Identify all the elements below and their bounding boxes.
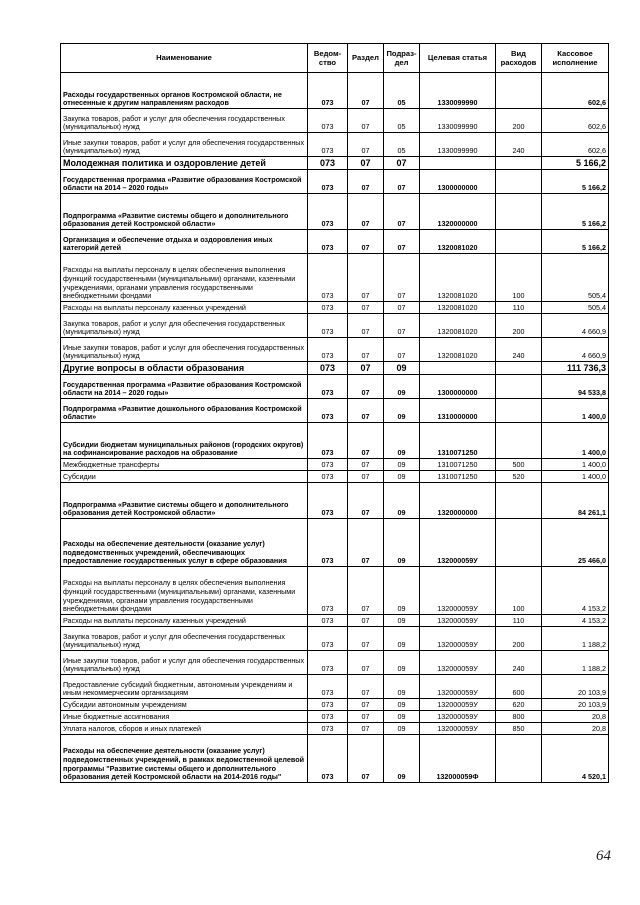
row-podrazdel: 09 xyxy=(384,375,420,399)
row-razdel: 07 xyxy=(348,423,384,459)
row-cash-execution: 4 520,1 xyxy=(542,735,609,783)
header-expense-type: Вид расходов xyxy=(496,44,542,73)
row-cash-execution: 111 736,3 xyxy=(542,362,609,375)
row-name: Субсидии xyxy=(61,471,308,483)
row-vedomstvo: 073 xyxy=(308,471,348,483)
table-row xyxy=(61,627,609,651)
row-razdel: 07 xyxy=(348,338,384,362)
row-cash-execution: 20,8 xyxy=(542,711,609,723)
row-expense-type: 240 xyxy=(496,133,542,157)
table-row xyxy=(61,711,609,723)
table-row xyxy=(61,519,609,567)
row-cash-execution: 20 103,9 xyxy=(542,699,609,711)
row-name: Расходы на обеспечение деятельности (оказание услуг) подведомственных учреждений, в рамках ведомственной целевой программы "Развитие системы общего и дополнительного образования детей Костромской области на 2014-2016 годы" xyxy=(61,735,308,783)
row-vedomstvo: 073 xyxy=(308,423,348,459)
row-name: Расходы на выплаты персоналу казенных учреждений xyxy=(61,302,308,314)
row-cash-execution: 1 400,0 xyxy=(542,399,609,423)
row-name: Закупка товаров, работ и услуг для обеспечения государственных (муниципальных) нужд xyxy=(61,627,308,651)
row-cash-execution: 20 103,9 xyxy=(542,675,609,699)
row-razdel: 07 xyxy=(348,651,384,675)
row-vedomstvo: 073 xyxy=(308,615,348,627)
table-row xyxy=(61,109,609,133)
row-name: Подпрограмма «Развитие системы общего и дополнительного образования детей Костромской области» xyxy=(61,483,308,519)
table-row xyxy=(61,423,609,459)
row-podrazdel: 09 xyxy=(384,651,420,675)
row-razdel: 07 xyxy=(348,109,384,133)
row-podrazdel: 09 xyxy=(384,615,420,627)
row-podrazdel: 07 xyxy=(384,230,420,254)
row-vedomstvo: 073 xyxy=(308,254,348,302)
row-razdel: 07 xyxy=(348,362,384,375)
row-name: Иные закупки товаров, работ и услуг для обеспечения государственных (муниципальных) нужд xyxy=(61,338,308,362)
row-cash-execution: 4 660,9 xyxy=(542,338,609,362)
row-cash-execution: 602,6 xyxy=(542,109,609,133)
row-name: Государственная программа «Развитие образования Костромской области на 2014 – 2020 годы» xyxy=(61,170,308,194)
row-expense-type: 100 xyxy=(496,567,542,615)
row-target-article: 1330099990 xyxy=(420,109,496,133)
row-razdel: 07 xyxy=(348,314,384,338)
row-podrazdel: 09 xyxy=(384,723,420,735)
row-target-article: 1320000000 xyxy=(420,483,496,519)
table-row xyxy=(61,699,609,711)
row-name: Иные бюджетные ассигнования xyxy=(61,711,308,723)
row-podrazdel: 09 xyxy=(384,362,420,375)
table-row xyxy=(61,314,609,338)
table-row xyxy=(61,170,609,194)
row-target-article: 132000059У xyxy=(420,567,496,615)
row-target-article: 1310071250 xyxy=(420,423,496,459)
row-expense-type: 620 xyxy=(496,699,542,711)
row-expense-type xyxy=(496,423,542,459)
row-vedomstvo: 073 xyxy=(308,133,348,157)
row-razdel: 07 xyxy=(348,675,384,699)
row-vedomstvo: 073 xyxy=(308,73,348,109)
row-name: Иные закупки товаров, работ и услуг для обеспечения государственных (муниципальных) нужд xyxy=(61,651,308,675)
row-expense-type xyxy=(496,399,542,423)
row-target-article: 1300000000 xyxy=(420,375,496,399)
row-target-article: 1320081020 xyxy=(420,338,496,362)
row-expense-type xyxy=(496,375,542,399)
row-target-article: 1320000000 xyxy=(420,194,496,230)
row-cash-execution: 5 166,2 xyxy=(542,194,609,230)
row-expense-type xyxy=(496,519,542,567)
row-podrazdel: 09 xyxy=(384,399,420,423)
row-expense-type xyxy=(496,483,542,519)
row-vedomstvo: 073 xyxy=(308,314,348,338)
row-cash-execution: 602,6 xyxy=(542,133,609,157)
table-row xyxy=(61,723,609,735)
row-target-article: 132000059У xyxy=(420,651,496,675)
row-name: Закупка товаров, работ и услуг для обеспечения государственных (муниципальных) нужд xyxy=(61,109,308,133)
row-target-article: 1330099990 xyxy=(420,133,496,157)
row-vedomstvo: 073 xyxy=(308,699,348,711)
row-target-article: 1310000000 xyxy=(420,399,496,423)
row-podrazdel: 07 xyxy=(384,302,420,314)
row-target-article: 1320081020 xyxy=(420,314,496,338)
row-vedomstvo: 073 xyxy=(308,157,348,170)
row-podrazdel: 05 xyxy=(384,73,420,109)
page-number: 64 xyxy=(596,848,611,864)
row-name: Расходы на выплаты персоналу в целях обеспечения выполнения функций государственными (муниципальными) органами, казенными учреждениями, органами управления государственными внебюджетными фондами xyxy=(61,567,308,615)
row-target-article: 132000059У xyxy=(420,699,496,711)
row-vedomstvo: 073 xyxy=(308,375,348,399)
row-name: Подпрограмма «Развитие системы общего и дополнительного образования детей Костромской области» xyxy=(61,194,308,230)
row-podrazdel: 07 xyxy=(384,170,420,194)
table-row xyxy=(61,194,609,230)
row-cash-execution: 94 533,8 xyxy=(542,375,609,399)
row-razdel: 07 xyxy=(348,735,384,783)
row-cash-execution: 505,4 xyxy=(542,254,609,302)
row-target-article: 132000059У xyxy=(420,519,496,567)
table-row xyxy=(61,675,609,699)
row-podrazdel: 09 xyxy=(384,675,420,699)
row-razdel: 07 xyxy=(348,567,384,615)
row-name: Расходы на выплаты персоналу в целях обеспечения выполнения функций государственными (муниципальными) органами, казенными учреждениями, органами управления государственными внебюджетными фондами xyxy=(61,254,308,302)
row-vedomstvo: 073 xyxy=(308,338,348,362)
row-podrazdel: 09 xyxy=(384,471,420,483)
row-razdel: 07 xyxy=(348,627,384,651)
table-row xyxy=(61,471,609,483)
table-row xyxy=(61,459,609,471)
row-vedomstvo: 073 xyxy=(308,723,348,735)
row-expense-type: 200 xyxy=(496,109,542,133)
row-vedomstvo: 073 xyxy=(308,519,348,567)
row-podrazdel: 07 xyxy=(384,157,420,170)
row-expense-type: 200 xyxy=(496,314,542,338)
row-name: Другие вопросы в области образования xyxy=(61,362,308,375)
table-row xyxy=(61,735,609,783)
table-row xyxy=(61,133,609,157)
row-podrazdel: 07 xyxy=(384,254,420,302)
row-razdel: 07 xyxy=(348,157,384,170)
row-vedomstvo: 073 xyxy=(308,567,348,615)
row-expense-type: 200 xyxy=(496,627,542,651)
row-name: Субсидии автономным учреждениям xyxy=(61,699,308,711)
row-expense-type xyxy=(496,735,542,783)
row-cash-execution: 4 153,2 xyxy=(542,567,609,615)
row-target-article: 1310071250 xyxy=(420,459,496,471)
row-name: Организация и обеспечение отдыха и оздоровления иных категорий детей xyxy=(61,230,308,254)
header-vedomstvo: Ведом-ство xyxy=(308,44,348,73)
row-name: Расходы на обеспечение деятельности (оказание услуг) подведомственных учреждений, обеспечивающих предоставление государственных услуг в сфере образования xyxy=(61,519,308,567)
row-target-article: 132000059Ф xyxy=(420,735,496,783)
row-cash-execution: 602,6 xyxy=(542,73,609,109)
row-target-article: 1300000000 xyxy=(420,170,496,194)
row-podrazdel: 07 xyxy=(384,338,420,362)
header-name: Наименование xyxy=(61,44,308,73)
row-name: Закупка товаров, работ и услуг для обеспечения государственных (муниципальных) нужд xyxy=(61,314,308,338)
row-target-article: 132000059У xyxy=(420,627,496,651)
row-cash-execution: 5 166,2 xyxy=(542,230,609,254)
row-cash-execution: 505,4 xyxy=(542,302,609,314)
row-cash-execution: 1 400,0 xyxy=(542,423,609,459)
row-name: Межбюджетные трансферты xyxy=(61,459,308,471)
row-podrazdel: 09 xyxy=(384,483,420,519)
row-razdel: 07 xyxy=(348,471,384,483)
row-razdel: 07 xyxy=(348,254,384,302)
row-podrazdel: 07 xyxy=(384,194,420,230)
row-cash-execution: 5 166,2 xyxy=(542,170,609,194)
row-razdel: 07 xyxy=(348,194,384,230)
table-row xyxy=(61,399,609,423)
row-podrazdel: 09 xyxy=(384,567,420,615)
row-expense-type: 850 xyxy=(496,723,542,735)
row-expense-type xyxy=(496,170,542,194)
row-podrazdel: 09 xyxy=(384,699,420,711)
table-row xyxy=(61,338,609,362)
row-cash-execution: 20,8 xyxy=(542,723,609,735)
row-name: Субсидии бюджетам муниципальных районов (городских округов) на софинансирование расходов на образование xyxy=(61,423,308,459)
row-podrazdel: 09 xyxy=(384,711,420,723)
row-vedomstvo: 073 xyxy=(308,194,348,230)
row-razdel: 07 xyxy=(348,711,384,723)
row-expense-type: 110 xyxy=(496,302,542,314)
row-expense-type xyxy=(496,194,542,230)
row-vedomstvo: 073 xyxy=(308,459,348,471)
row-target-article: 132000059У xyxy=(420,615,496,627)
row-vedomstvo: 073 xyxy=(308,483,348,519)
row-target-article: 1320081020 xyxy=(420,230,496,254)
row-podrazdel: 07 xyxy=(384,314,420,338)
row-name: Подпрограмма «Развитие дошкольного образования Костромской области» xyxy=(61,399,308,423)
row-vedomstvo: 073 xyxy=(308,711,348,723)
row-name: Предоставление субсидий бюджетным, автономным учреждениям и иным некоммерческим организациям xyxy=(61,675,308,699)
row-expense-type: 110 xyxy=(496,615,542,627)
row-name: Молодежная политика и оздоровление детей xyxy=(61,157,308,170)
row-razdel: 07 xyxy=(348,230,384,254)
row-cash-execution: 4 660,9 xyxy=(542,314,609,338)
row-target-article xyxy=(420,362,496,375)
table-row xyxy=(61,73,609,109)
row-cash-execution: 1 188,2 xyxy=(542,627,609,651)
row-name: Расходы на выплаты персоналу казенных учреждений xyxy=(61,615,308,627)
row-podrazdel: 05 xyxy=(384,133,420,157)
row-razdel: 07 xyxy=(348,615,384,627)
row-vedomstvo: 073 xyxy=(308,230,348,254)
header-target-article: Целевая статья xyxy=(420,44,496,73)
row-expense-type: 600 xyxy=(496,675,542,699)
row-name: Расходы государственных органов Костромской области, не отнесенные к другим направлениям расходов xyxy=(61,73,308,109)
row-vedomstvo: 073 xyxy=(308,675,348,699)
row-expense-type xyxy=(496,73,542,109)
row-vedomstvo: 073 xyxy=(308,302,348,314)
row-target-article: 1310071250 xyxy=(420,471,496,483)
header-podrazdel: Подраз-дел xyxy=(384,44,420,73)
row-expense-type xyxy=(496,230,542,254)
row-vedomstvo: 073 xyxy=(308,362,348,375)
row-target-article: 1320081020 xyxy=(420,254,496,302)
row-expense-type xyxy=(496,362,542,375)
row-cash-execution: 5 166,2 xyxy=(542,157,609,170)
row-target-article: 1320081020 xyxy=(420,302,496,314)
row-razdel: 07 xyxy=(348,399,384,423)
row-name: Уплата налогов, сборов и иных платежей xyxy=(61,723,308,735)
table-row xyxy=(61,567,609,615)
row-razdel: 07 xyxy=(348,73,384,109)
row-expense-type: 240 xyxy=(496,338,542,362)
row-razdel: 07 xyxy=(348,723,384,735)
row-name: Государственная программа «Развитие образования Костромской области на 2014 – 2020 годы» xyxy=(61,375,308,399)
row-razdel: 07 xyxy=(348,519,384,567)
row-vedomstvo: 073 xyxy=(308,109,348,133)
table-row xyxy=(61,483,609,519)
row-target-article xyxy=(420,157,496,170)
row-vedomstvo: 073 xyxy=(308,735,348,783)
row-vedomstvo: 073 xyxy=(308,170,348,194)
row-podrazdel: 05 xyxy=(384,109,420,133)
row-target-article: 132000059У xyxy=(420,675,496,699)
row-target-article: 1330099990 xyxy=(420,73,496,109)
row-podrazdel: 09 xyxy=(384,627,420,651)
row-target-article: 132000059У xyxy=(420,723,496,735)
table-row xyxy=(61,230,609,254)
table-header-row xyxy=(61,44,609,73)
row-vedomstvo: 073 xyxy=(308,627,348,651)
row-razdel: 07 xyxy=(348,133,384,157)
row-razdel: 07 xyxy=(348,459,384,471)
row-cash-execution: 4 153,2 xyxy=(542,615,609,627)
row-target-article: 132000059У xyxy=(420,711,496,723)
row-cash-execution: 25 466,0 xyxy=(542,519,609,567)
row-podrazdel: 09 xyxy=(384,423,420,459)
row-podrazdel: 09 xyxy=(384,459,420,471)
row-expense-type: 240 xyxy=(496,651,542,675)
row-razdel: 07 xyxy=(348,699,384,711)
row-expense-type xyxy=(496,157,542,170)
row-cash-execution: 84 261,1 xyxy=(542,483,609,519)
row-vedomstvo: 073 xyxy=(308,651,348,675)
row-razdel: 07 xyxy=(348,375,384,399)
row-podrazdel: 09 xyxy=(384,735,420,783)
table-row xyxy=(61,651,609,675)
row-razdel: 07 xyxy=(348,302,384,314)
table-row xyxy=(61,615,609,627)
table-row xyxy=(61,362,609,375)
row-expense-type: 520 xyxy=(496,471,542,483)
row-podrazdel: 09 xyxy=(384,519,420,567)
table-row xyxy=(61,302,609,314)
row-razdel: 07 xyxy=(348,170,384,194)
row-vedomstvo: 073 xyxy=(308,399,348,423)
row-expense-type: 100 xyxy=(496,254,542,302)
header-razdel: Раздел xyxy=(348,44,384,73)
row-razdel: 07 xyxy=(348,483,384,519)
row-expense-type: 800 xyxy=(496,711,542,723)
table-row xyxy=(61,254,609,302)
table-row xyxy=(61,157,609,170)
row-name: Иные закупки товаров, работ и услуг для обеспечения государственных (муниципальных) нужд xyxy=(61,133,308,157)
row-cash-execution: 1 188,2 xyxy=(542,651,609,675)
budget-execution-table xyxy=(60,43,609,783)
row-cash-execution: 1 400,0 xyxy=(542,459,609,471)
table-row xyxy=(61,375,609,399)
row-cash-execution: 1 400,0 xyxy=(542,471,609,483)
row-expense-type: 500 xyxy=(496,459,542,471)
header-cash-execution: Кассовое исполнение xyxy=(542,44,609,73)
